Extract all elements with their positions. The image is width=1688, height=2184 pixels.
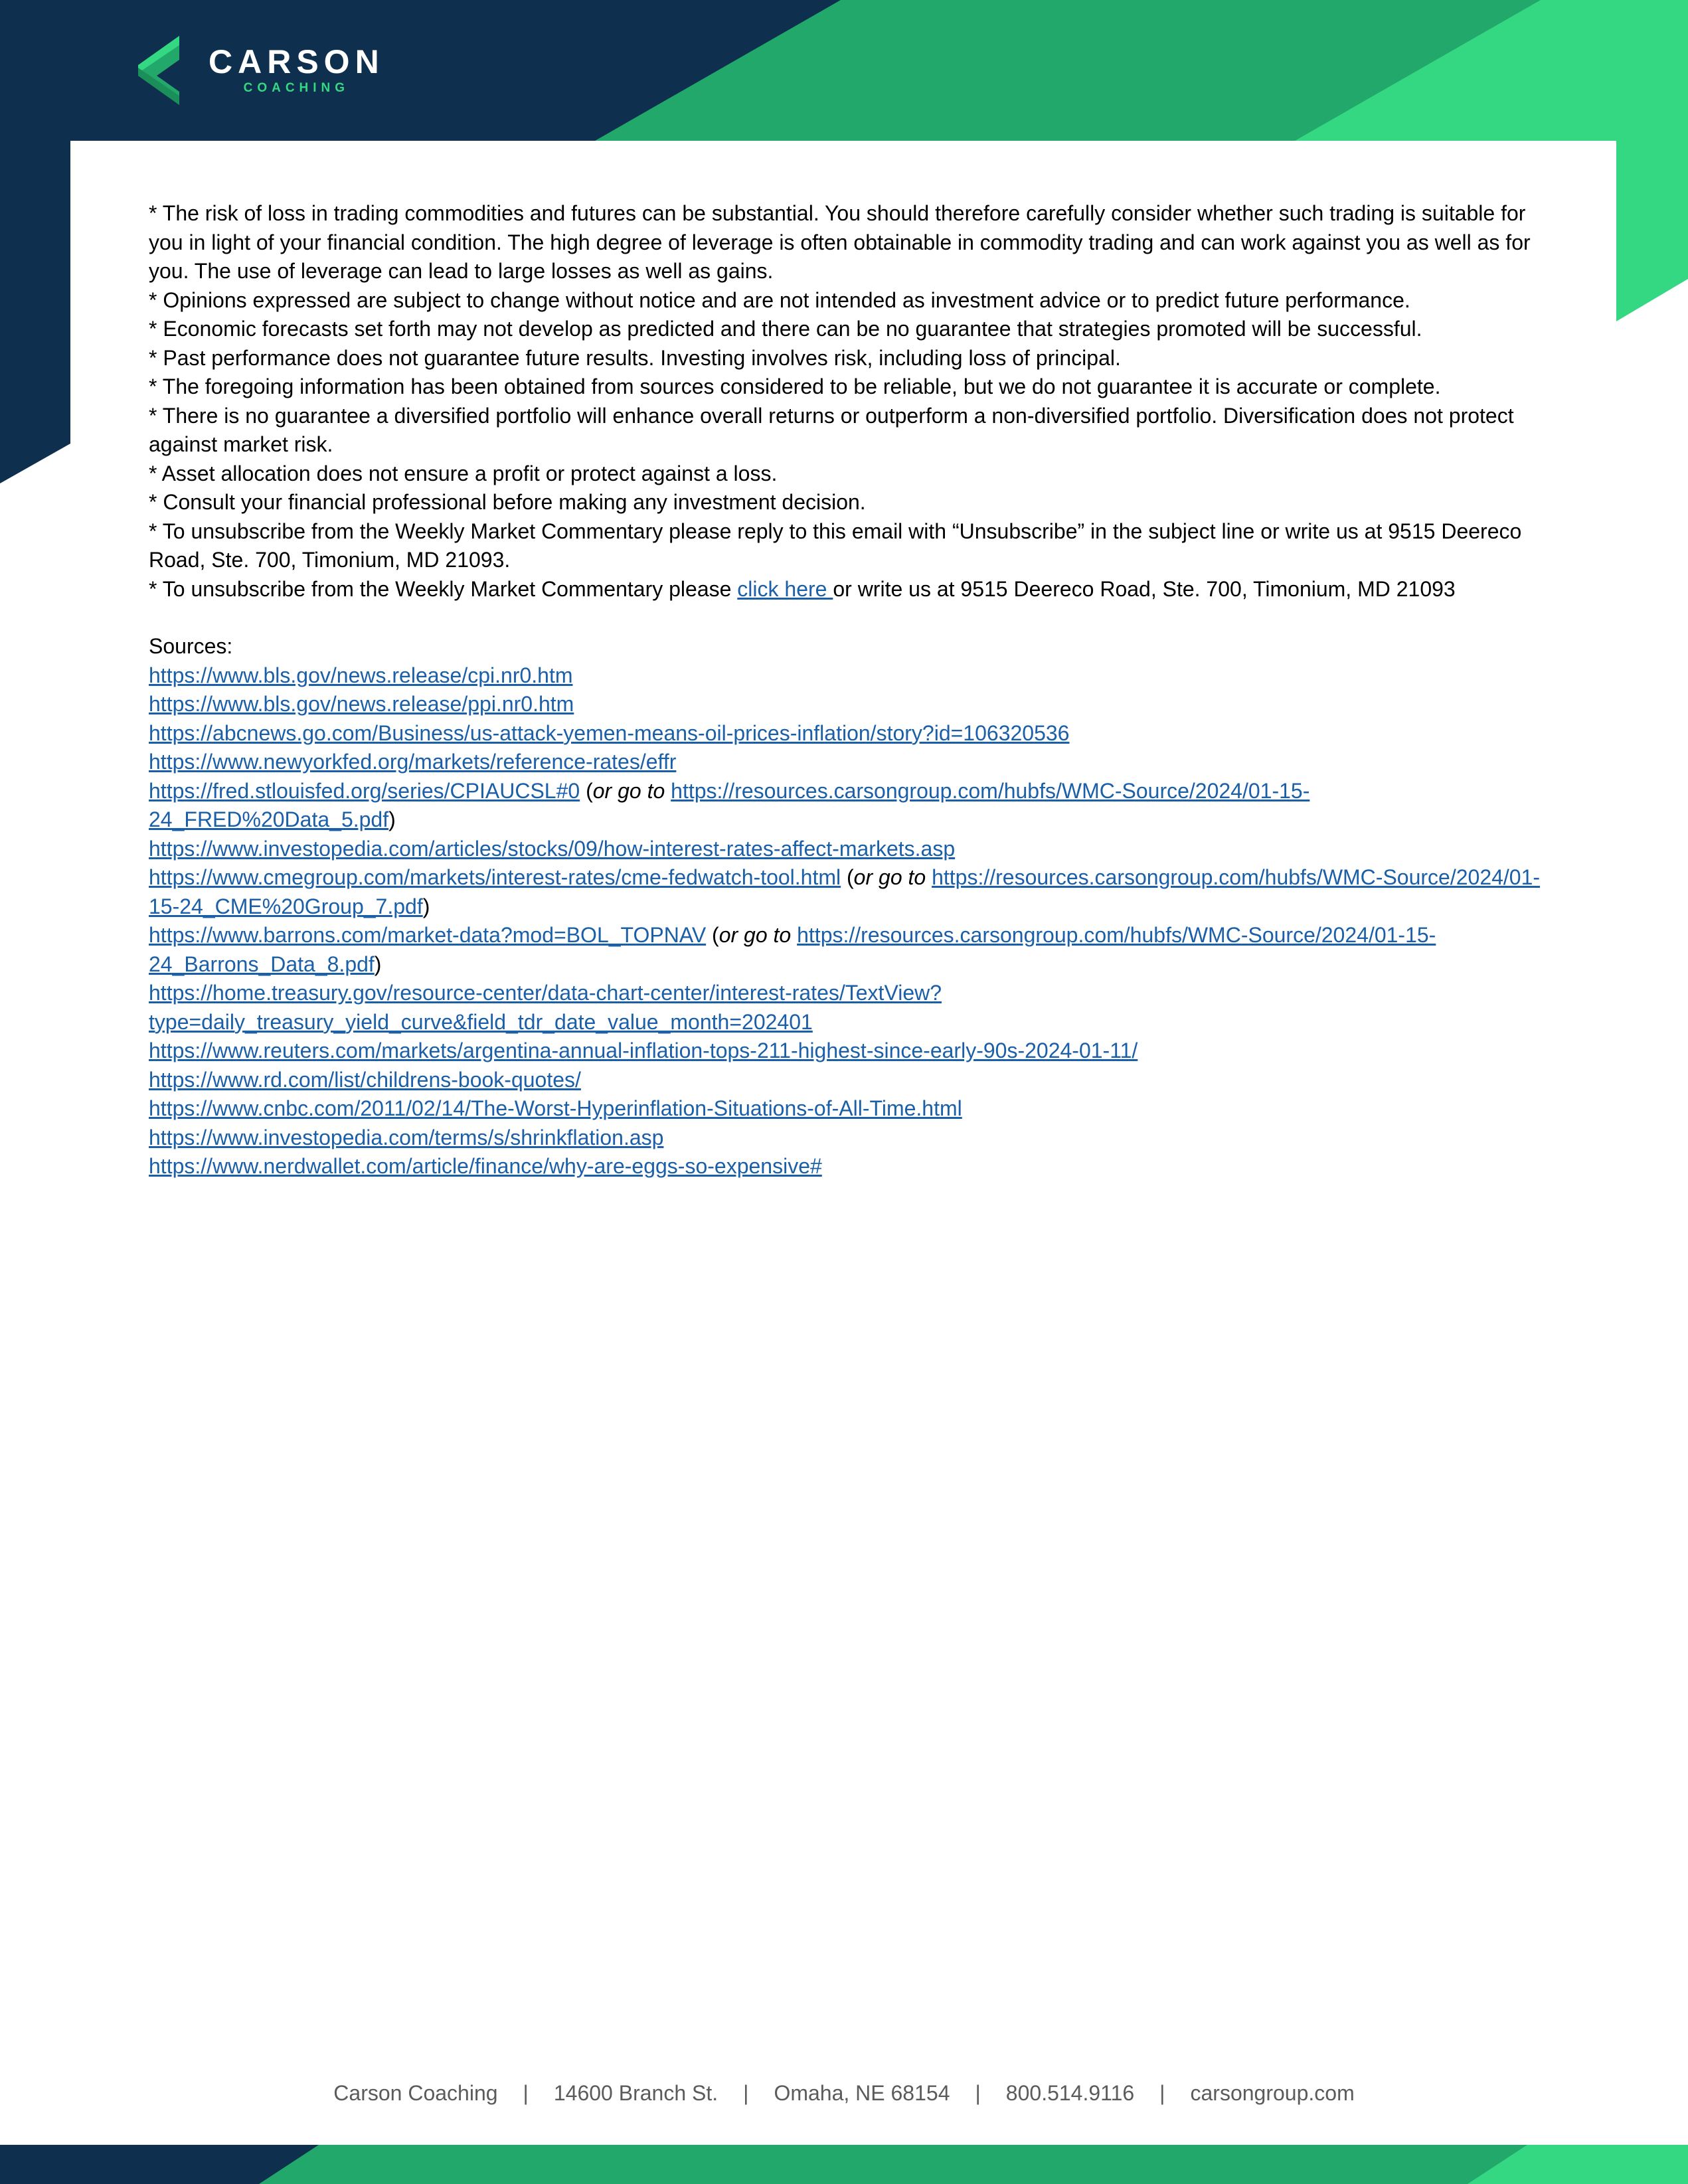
source-link-treasury[interactable]: https://home.treasury.gov/resource-center/data-chart-center/interest-rates/TextView?type=daily_treasury_yield_curve&field_tdr_date_value_month=202401	[149, 981, 942, 1034]
source-item	[149, 661, 1550, 691]
source-item	[149, 921, 1550, 979]
source-item	[149, 719, 1550, 748]
open-paren: (	[712, 923, 719, 947]
disclosure-unsubscribe-email: * To unsubscribe from the Weekly Market Commentary please reply to this email with “Unsubscribe” in the subject line or write us at 9515 Deereco Road, Ste. 700, Timonium, MD 21093.	[149, 519, 1522, 572]
source-link-reuters[interactable]: https://www.reuters.com/markets/argentina-annual-inflation-tops-211-highest-since-early-90s-2024-01-11/	[149, 1039, 1138, 1062]
logo-wordmark	[209, 45, 384, 96]
unsubscribe-click-here-link[interactable]: click here	[737, 576, 833, 601]
footer-phone[interactable]: 800.514.9116	[1005, 2081, 1135, 2105]
footer-separator: |	[975, 2081, 981, 2105]
right-green-strip	[1616, 141, 1688, 321]
source-item	[149, 1037, 1550, 1066]
close-paren: )	[422, 894, 430, 918]
open-paren: (	[847, 865, 854, 889]
source-link-investopedia-rates[interactable]: https://www.investopedia.com/articles/stocks/09/how-interest-rates-affect-markets.asp	[149, 836, 956, 861]
or-go-to-text: or go to	[592, 778, 665, 803]
logo-name: CARSON	[209, 43, 384, 80]
source-item	[149, 777, 1550, 835]
disclosure-reliable-sources: * The foregoing information has been obtained from sources considered to be reliable, but we do not guarantee it is accurate or complete.	[149, 375, 1441, 398]
close-paren: )	[388, 807, 396, 831]
source-link-nyfed[interactable]: https://www.newyorkfed.org/markets/reference-rates/effr	[149, 750, 677, 774]
source-link-cme[interactable]: https://www.cmegroup.com/markets/interest-rates/cme-fedwatch-tool.html	[149, 865, 841, 889]
source-link-bls-cpi[interactable]: https://www.bls.gov/news.release/cpi.nr0.htm	[149, 663, 573, 687]
source-link-investopedia-shrinkflation[interactable]: https://www.investopedia.com/terms/s/shrinkflation.asp	[149, 1125, 664, 1149]
unsubscribe-text-after: or write us at 9515 Deereco Road, Ste. 700, Timonium, MD 21093	[833, 576, 1456, 601]
source-link-fred-alt[interactable]: https://resources.carsongroup.com/hubfs/WMC-Source/2024/01-15-24_FRED%20Data_5.pdf	[149, 778, 1310, 831]
disclosure-forecasts: * Economic forecasts set forth may not develop as predicted and there can be no guarantee that strategies promoted will be successful.	[149, 317, 1422, 341]
source-item	[149, 1094, 1550, 1124]
source-item	[149, 863, 1550, 921]
source-item	[149, 1066, 1550, 1095]
footer-company: Carson Coaching	[333, 2081, 498, 2105]
disclosure-diversification: * There is no guarantee a diversified portfolio will enhance overall returns or outperform a non-diversified portfolio. Diversification does not protect against market risk.	[149, 403, 1514, 456]
left-navy-strip	[0, 0, 70, 483]
disclosure-asset-allocation: * Asset allocation does not ensure a profit or protect against a loss.	[149, 461, 778, 485]
source-link-barrons[interactable]: https://www.barrons.com/market-data?mod=BOL_TOPNAV	[149, 923, 707, 947]
disclosure-content	[149, 199, 1550, 1181]
source-item	[149, 1152, 1550, 1181]
source-link-abc[interactable]: https://abcnews.go.com/Business/us-attack-yemen-means-oil-prices-inflation/story?id=106320536	[149, 720, 1070, 745]
or-go-to-text: or go to	[853, 865, 926, 889]
source-link-fred[interactable]: https://fred.stlouisfed.org/series/CPIAUCSL#0	[149, 778, 580, 803]
footer-street: 14600 Branch St.	[553, 2081, 718, 2105]
source-item	[149, 690, 1550, 719]
footer-separator: |	[523, 2081, 529, 2105]
source-link-nerdwallet[interactable]: https://www.nerdwallet.com/article/finance/why-are-eggs-so-expensive#	[149, 1154, 822, 1178]
disclosure-past-performance: * Past performance does not guarantee future results. Investing involves risk, including loss of principal.	[149, 345, 1121, 370]
open-paren: (	[586, 778, 593, 803]
carson-chevron-icon	[138, 36, 179, 105]
source-item	[149, 1124, 1550, 1153]
disclosure-unsubscribe-link-line	[149, 575, 1550, 604]
footer-separator: |	[1159, 2081, 1165, 2105]
carson-logo[interactable]	[138, 36, 384, 105]
source-item	[149, 835, 1550, 864]
source-item	[149, 748, 1550, 777]
disclosure-commodities: * The risk of loss in trading commodities and futures can be substantial. You should therefore carefully consider whether such trading is suitable for you in light of your financial condition. The high degree of leverage is often obtainable in commodity trading and can work against you as well as for you. The use of leverage can lead to large losses as well as gains.	[149, 201, 1531, 283]
disclosure-consult: * Consult your financial professional before making any investment decision.	[149, 490, 866, 514]
or-go-to-text: or go to	[718, 923, 792, 947]
disclosure-opinions: * Opinions expressed are subject to change without notice and are not intended as investment advice or to predict future performance.	[149, 288, 1410, 312]
unsubscribe-text-before: * To unsubscribe from the Weekly Market Commentary please	[149, 576, 738, 601]
footer-city: Omaha, NE 68154	[774, 2081, 950, 2105]
source-link-bls-ppi[interactable]: https://www.bls.gov/news.release/ppi.nr0.htm	[149, 692, 574, 716]
footer-contact	[0, 2080, 1688, 2106]
source-link-barrons-alt[interactable]: https://resources.carsongroup.com/hubfs/WMC-Source/2024/01-15-24_Barrons_Data_8.pdf	[149, 923, 1436, 976]
sources-heading: Sources:	[149, 634, 233, 658]
close-paren: )	[374, 952, 382, 976]
source-link-cnbc[interactable]: https://www.cnbc.com/2011/02/14/The-Worst-Hyperinflation-Situations-of-All-Time.html	[149, 1096, 962, 1120]
source-item	[149, 979, 1550, 1037]
source-link-cme-alt[interactable]: https://resources.carsongroup.com/hubfs/WMC-Source/2024/01-15-24_CME%20Group_7.pdf	[149, 865, 1541, 918]
source-link-rd[interactable]: https://www.rd.com/list/childrens-book-quotes/	[149, 1067, 581, 1092]
footer-separator: |	[743, 2081, 749, 2105]
logo-subtitle: COACHING	[243, 81, 350, 95]
footer-website[interactable]: carsongroup.com	[1190, 2081, 1355, 2105]
footer-green-band	[259, 2145, 1688, 2184]
